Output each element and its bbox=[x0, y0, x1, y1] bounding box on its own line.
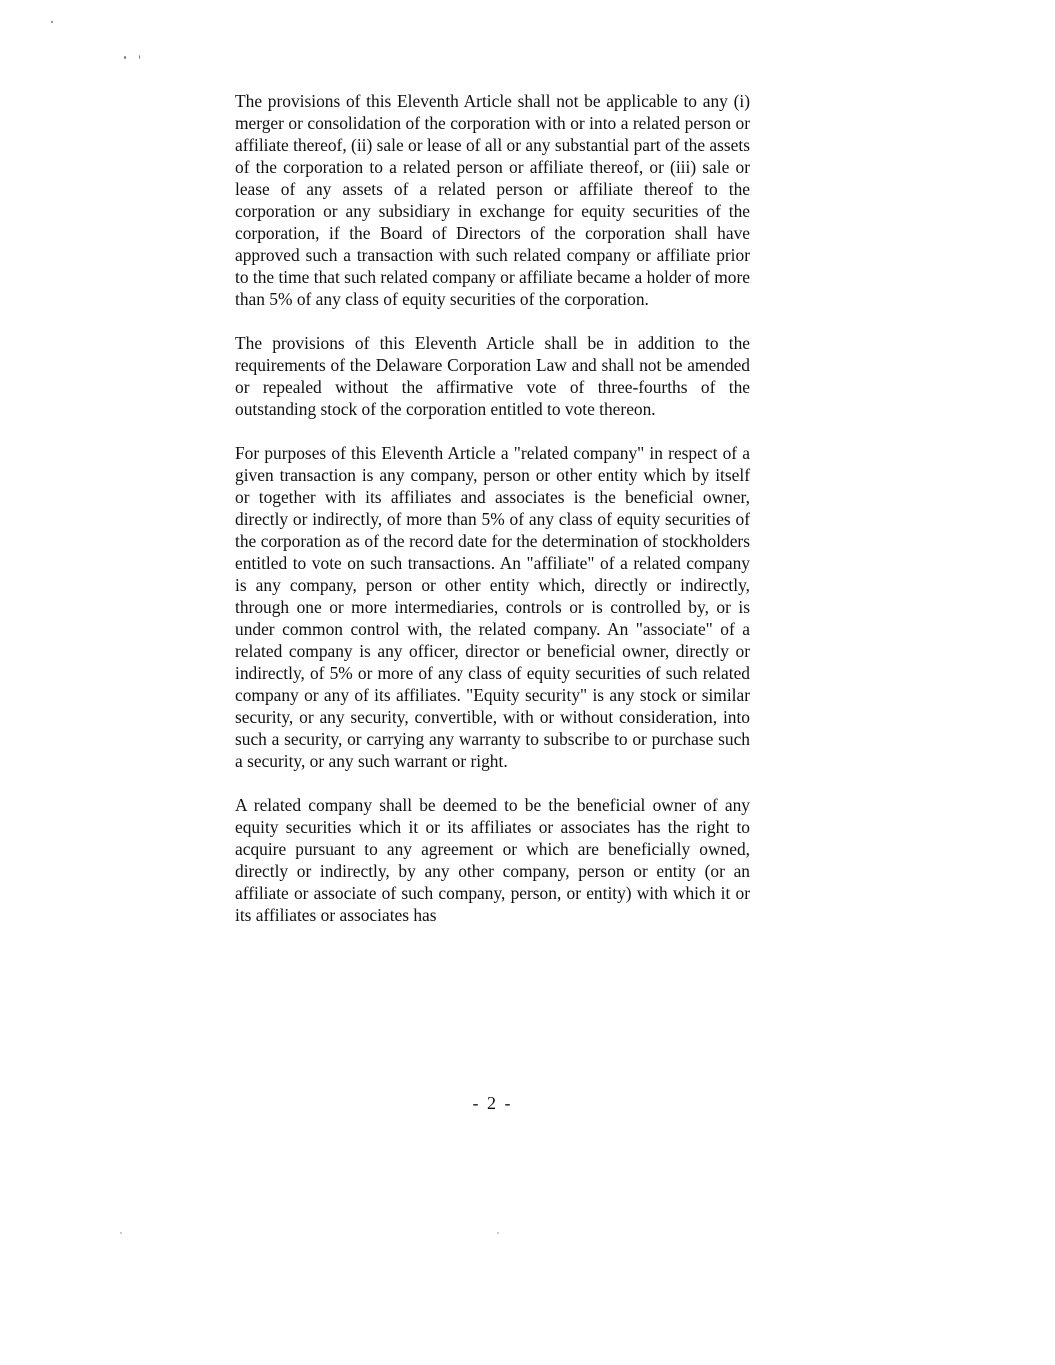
scan-speck bbox=[51, 21, 53, 23]
scan-speck bbox=[124, 56, 126, 59]
paragraph: The provisions of this Eleventh Article shall be in addition to the requirements of the Delaware Corporation Law and shall not be amended or repealed without the affirmative vote of three-fourths of the outstanding stock of the corporation entitled to vote thereon. bbox=[235, 333, 750, 419]
paragraph: The provisions of this Eleventh Article shall not be applicable to any (i) merger or consolidation of the corporation with or into a related person or affiliate thereof, (ii) sale or lease of all or any substantial part of the assets of the corporation to a related person or affiliate thereof, or (iii) sale or lease of any assets of a related person or affiliate thereof to the corporation or any subsidiary in exchange for equity securities of the corporation, if the Board of Directors of the corporation shall have approved such a transaction with such related company or affiliate prior to the time that such related company or affiliate became a holder of more than 5% of any class of equity securities of the corporation. bbox=[235, 91, 750, 309]
scan-speck bbox=[497, 1232, 499, 1234]
page-number: - 2 - bbox=[472, 1093, 513, 1113]
scan-speck bbox=[120, 1232, 122, 1234]
scan-speck bbox=[139, 55, 140, 59]
body-text bbox=[235, 90, 750, 948]
paragraph: For purposes of this Eleventh Article a "related company" in respect of a given transaction is any company, person or other entity which by itself or together with its affiliates and associates is the beneficial owner, directly or indirectly, of more than 5% of any class of equity securities of the corporation as of the record date for the determination of stockholders entitled to vote on such transactions. An "affiliate" of a related company is any company, person or other entity which, directly or indirectly, through one or more intermediaries, controls or is controlled by, or is under common control with, the related company. An "associate" of a related company is any officer, director or beneficial owner, directly or indirectly, of 5% or more of any class of equity securities of such related company or any of its affiliates. "Equity security" is any stock or similar security, or any security, convertible, with or without consideration, into such a security, or carrying any warranty to subscribe to or purchase such a security, or any such warrant or right. bbox=[235, 443, 750, 771]
paragraph: A related company shall be deemed to be the beneficial owner of any equity securities which it or its affiliates or associates has the right to acquire pursuant to any agreement or which are beneficially owned, directly or indirectly, by any other company, person or entity (or an affiliate or associate of such company, person, or entity) with which it or its affiliates or associates has bbox=[235, 795, 750, 925]
